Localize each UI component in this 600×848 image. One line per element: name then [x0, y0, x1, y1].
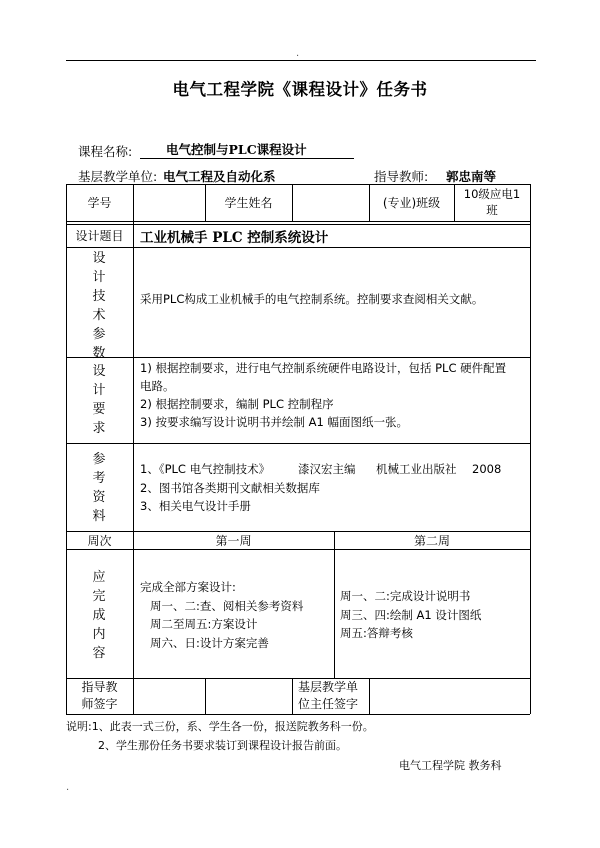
row-line — [66, 443, 530, 444]
req-label-char: 设 — [92, 364, 106, 379]
params-label-char: 参 — [92, 327, 106, 342]
col-line — [292, 184, 293, 221]
row-line — [66, 247, 530, 248]
content-label-char: 完 — [92, 589, 106, 604]
ref-item1-publisher: 机械工业出版社 — [376, 462, 457, 476]
week2-line: 周三、四:绘制 A1 设计图纸 — [340, 607, 482, 622]
week1-line: 周二至周五:方案设计 — [150, 617, 258, 631]
col-line — [292, 678, 293, 714]
week1-line: 周六、日:设计方案完善 — [150, 635, 269, 650]
unit-head-signature-field[interactable] — [369, 679, 530, 713]
req-item: 1) 根据控制要求，进行电气控制系统硬件电路设计，包括 PLC 硬件配置 — [140, 361, 507, 375]
week1-line: 周一、二:查、阅相关参考资料 — [150, 598, 304, 613]
class-label: (专业)班级 — [382, 196, 441, 210]
req-label-char: 计 — [92, 383, 106, 398]
content-label — [66, 568, 132, 663]
teacher-signature-label-line: 指导教 — [81, 680, 118, 694]
params-value: 采用PLC构成工业机械手的电气控制系统。控制要求查阅相关文献。 — [140, 292, 484, 306]
ref-label-char: 考 — [92, 471, 106, 486]
unit-head-signature-label-line: 位主任签字 — [298, 697, 359, 711]
footer-org: 电气工程学院 教务科 — [399, 759, 502, 772]
req-list — [140, 359, 528, 431]
week1-plan — [140, 578, 303, 652]
params-label-char: 计 — [92, 270, 106, 285]
teacher-signature-label-line: 师签字 — [81, 697, 118, 711]
req-item: 3) 按要求编写设计说明书并绘制 A1 幅面图纸一张。 — [140, 415, 408, 429]
class-value-line2: 班 — [486, 203, 498, 217]
note-2: 2、学生那份任务书要求装订到课程设计报告前面。 — [98, 739, 347, 752]
bottom-dot: . — [66, 782, 70, 793]
ref-label-char: 资 — [92, 490, 106, 505]
unit-head-signature-label-line: 基层教学单 — [298, 680, 359, 694]
params-label-char: 技 — [92, 289, 106, 304]
unit-value: 电气工程及自动化系 — [163, 169, 276, 184]
teacher-signature-label — [66, 679, 133, 713]
ref-item1-year: 2008 — [472, 462, 502, 476]
unit-head-signature-label — [298, 679, 368, 713]
teacher-value: 郭忠南等 — [446, 169, 497, 184]
week-label: 周次 — [87, 534, 112, 548]
teacher-signature-field[interactable] — [133, 679, 292, 713]
row-line — [66, 221, 530, 222]
params-label-char: 数 — [92, 346, 106, 361]
week2-label: 第二周 — [413, 534, 450, 548]
params-label-char: 术 — [92, 308, 106, 323]
teacher-label: 指导教师: — [374, 169, 429, 184]
course-name-label: 课程名称: — [78, 144, 133, 159]
content-label-char: 内 — [92, 627, 106, 642]
week2-plan — [340, 587, 481, 643]
class-value — [454, 186, 530, 218]
student-name-label: 学生姓名 — [224, 196, 273, 210]
week1-line: 完成全部方案设计: — [140, 580, 236, 594]
params-label — [66, 249, 132, 363]
ref-label — [66, 450, 132, 526]
course-name-value: 电气控制与PLC课程设计 — [140, 140, 354, 159]
row-line — [66, 357, 530, 358]
week2-line: 周五:答辩考核 — [340, 626, 413, 640]
note-1: 说明:1、此表一式三份，系、学生各一份，报送院教务科一份。 — [66, 720, 374, 733]
table-border-top — [66, 184, 530, 185]
params-label-char: 设 — [92, 251, 106, 266]
row-line — [66, 224, 530, 225]
ref-label-char: 参 — [92, 452, 106, 467]
topic-value: 工业机械手 PLC 控制系统设计 — [140, 230, 329, 246]
ref-item1-book: 1、《PLC 电气控制技术》 — [140, 462, 271, 476]
content-label-char: 成 — [92, 608, 106, 623]
week2-line: 周一、二:完成设计说明书 — [340, 589, 471, 603]
req-item: 电路。 — [140, 379, 175, 393]
student-id-label: 学号 — [87, 196, 112, 210]
req-label-char: 求 — [92, 421, 106, 436]
topic-label: 设计题目 — [75, 229, 124, 243]
unit-label: 基层教学单位: — [78, 169, 158, 184]
week1-label: 第一周 — [215, 534, 252, 548]
req-label-char: 要 — [92, 402, 106, 417]
ref-item3: 3、相关电气设计手册 — [140, 499, 251, 513]
req-label — [66, 362, 132, 438]
header-rule — [66, 60, 536, 61]
col-line — [334, 531, 335, 678]
req-item: 2) 根据控制要求，编制 PLC 控制程序 — [140, 397, 334, 411]
ref-item1-author: 漆汉宏主编 — [298, 462, 356, 476]
page-title: 电气工程学院《课程设计》任务书 — [172, 80, 428, 99]
table-border-right — [530, 184, 531, 714]
class-value-line1: 10级应电1 — [463, 187, 521, 201]
table-border-bottom — [66, 714, 530, 715]
col-line — [133, 184, 134, 714]
content-label-char: 容 — [92, 646, 106, 661]
top-dot: . — [296, 48, 300, 59]
content-label-char: 应 — [92, 570, 106, 585]
ref-item2: 2、图书馆各类期刊文献相关数据库 — [140, 481, 320, 495]
ref-label-char: 料 — [92, 509, 106, 524]
